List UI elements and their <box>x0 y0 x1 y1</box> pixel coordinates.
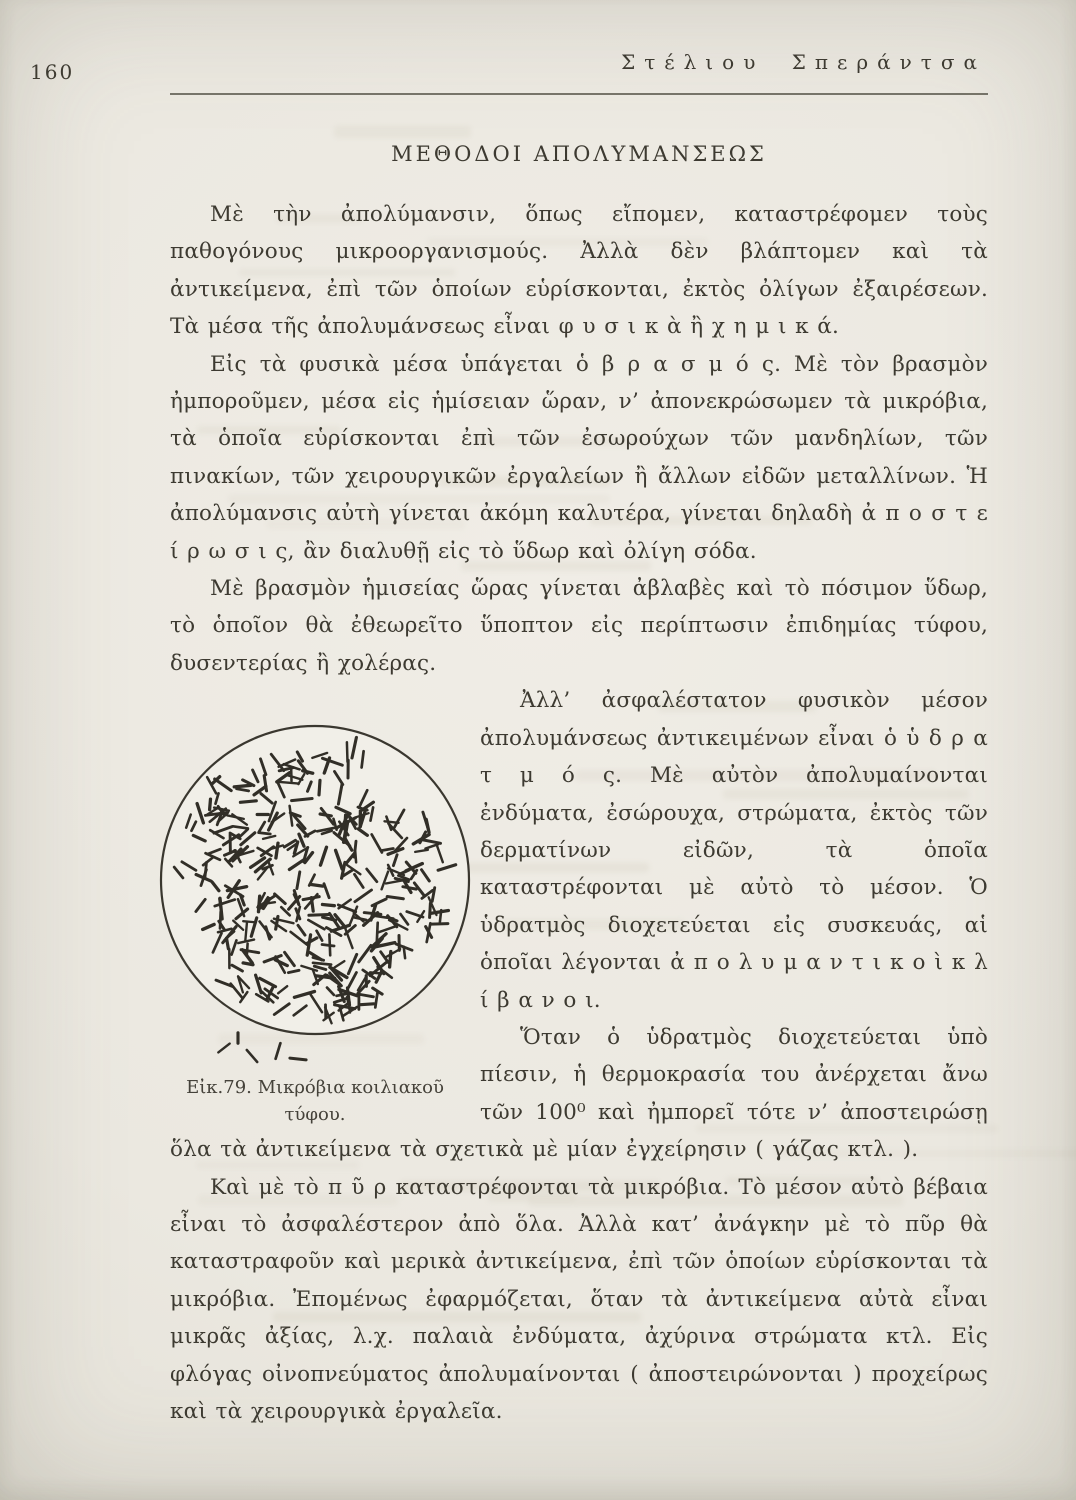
section-title: ΜΕΘΟΔΟΙ ΑΠΟΛΥΜΑΝΣΕΩΣ <box>391 142 767 166</box>
microbes-illustration <box>150 720 480 1072</box>
running-header: Στέλιου Σπεράντσα <box>621 50 986 74</box>
figure-microbes <box>150 720 480 1128</box>
figure-caption-line-1: Εἰκ.79. Μικρόβια κοιλιακοῦ <box>186 1077 444 1099</box>
paragraph-2: Εἰς τὰ φυσικὰ μέσα ὑπάγεται ὁ β ρ α σ μ ό ς. Μὲ τὸν βρασμὸν ἠμποροῦμεν, μέσα εἰς ἡμίσειαν ὥραν, ν’ ἀπονεκρώσωμεν τὰ μικρόβια, τὰ ὁποῖα εὑρίσκονται ἐπὶ τῶν ἐσωρούχων τῶν μανδηλίων, τῶν πινακίων, τῶν χειρουργικῶν ἐργαλείων ἢ ἄλλων εἰδῶν μεταλλίνων. Ἡ ἀπολύμανσις αὐτὴ γίνεται ἀκόμη καλυτέρα, γίνεται δηλαδὴ ἀ π ο σ τ ε ί ρ ω σ ι ς, ἂν διαλυθῇ εἰς τὸ ὕδωρ καὶ ὀλίγη σόδα. <box>170 351 988 564</box>
page-number: 160 <box>30 60 75 84</box>
paragraph-1: Μὲ τὴν ἀπολύμανσιν, ὅπως εἴπομεν, καταστρέφομεν τοὺς παθογόνους μικροοργανισμούς. Ἀλλὰ δὲν βλάπτομεν καὶ τὰ ἀντικείμενα, ἐπὶ τῶν ὁποίων εὑρίσκονται, ἐκτὸς ὀλίγων ἐξαιρέσεων. Τὰ μέσα τῆς ἀπολυμάνσεως εἶναι φ υ σ ι κ ὰ ἢ χ η μ ι κ ά. <box>170 202 988 340</box>
page-body <box>170 142 988 1430</box>
figure-caption-line-2: τύφου. <box>284 1104 346 1126</box>
paragraph-4: Ἀλλ’ ἀσφαλέστατον φυσικὸν μέσον ἀπολυμάνσεως ἀντικειμένων εἶναι ὁ ὑ δ ρ α τ μ ό ς. Μὲ αὐτὸν ἀπολυμαίνονται ἐνδύματα, ἐσώρουχα, στρώματα, ἐκτὸς τῶν δερματίνων εἰδῶν, τὰ ὁποῖα καταστρέφονται μὲ αὐτὸ τὸ μέσον. Ὁ ὑδρατμὸς διοχετεύεται εἰς συσκευάς, αἱ ὁποῖαι λέγονται ἀ π ο λ υ μ α ν τ ι κ ο ὶ κ λ ί β α ν ο ι. <box>480 688 988 1013</box>
header-rule <box>170 93 988 95</box>
bleedthrough-smudge <box>334 126 471 138</box>
paragraph-6: Καὶ μὲ τὸ π ῦ ρ καταστρέφονται τὰ μικρόβια. Τὸ μέσον αὐτὸ βέβαια εἶναι τὸ ἀσφαλέστερον ἀπὸ ὅλα. Ἀλλὰ κατ’ ἀνάγκην μὲ τὸ πῦρ θὰ καταστραφοῦν καὶ μερικὰ ἀντικείμενα, ἐπὶ τῶν ὁποίων εὑρίσκονται τὰ μικρόβια. Ἐπομένως ἐφαρμόζεται, ὅταν τὰ ἀντικείμενα αὐτὰ εἶναι μικρᾶς ἀξίας, λ.χ. παλαιὰ ἐνδύματα, ἀχύρινα στρώματα κτλ. Εἰς φλόγας οἰνοπνεύματος ἀπολυμαίνονται ( ἀποστειρώνονται ) προχείρως καὶ τὰ χειρουργικὰ ἐργαλεῖα. <box>170 1174 988 1424</box>
figure-caption <box>150 1074 480 1128</box>
paragraph-5: Ὅταν ὁ ὑδρατμὸς διοχετεύεται ὑπὸ πίεσιν, ἡ θερμοκρασία του ἀνέρχεται ἄνω τῶν 100⁰ καὶ ἠμπορεῖ τότε ν’ ἀποστειρώσῃ ὅλα τὰ ἀντικείμενα τὰ σχετικὰ μὲ μίαν ἐγχείρησιν ( γάζας κτλ. ). <box>170 1024 988 1163</box>
paragraph-3: Μὲ βρασμὸν ἡμισείας ὥρας γίνεται ἀβλαβὲς καὶ τὸ πόσιμον ὕδωρ, τὸ ὁποῖον θὰ ἐθεωρεῖτο ὕποπτον εἰς περίπτωσιν ἐπιδημίας τύφου, δυσεντερίας ἢ χολέρας. <box>170 576 988 676</box>
